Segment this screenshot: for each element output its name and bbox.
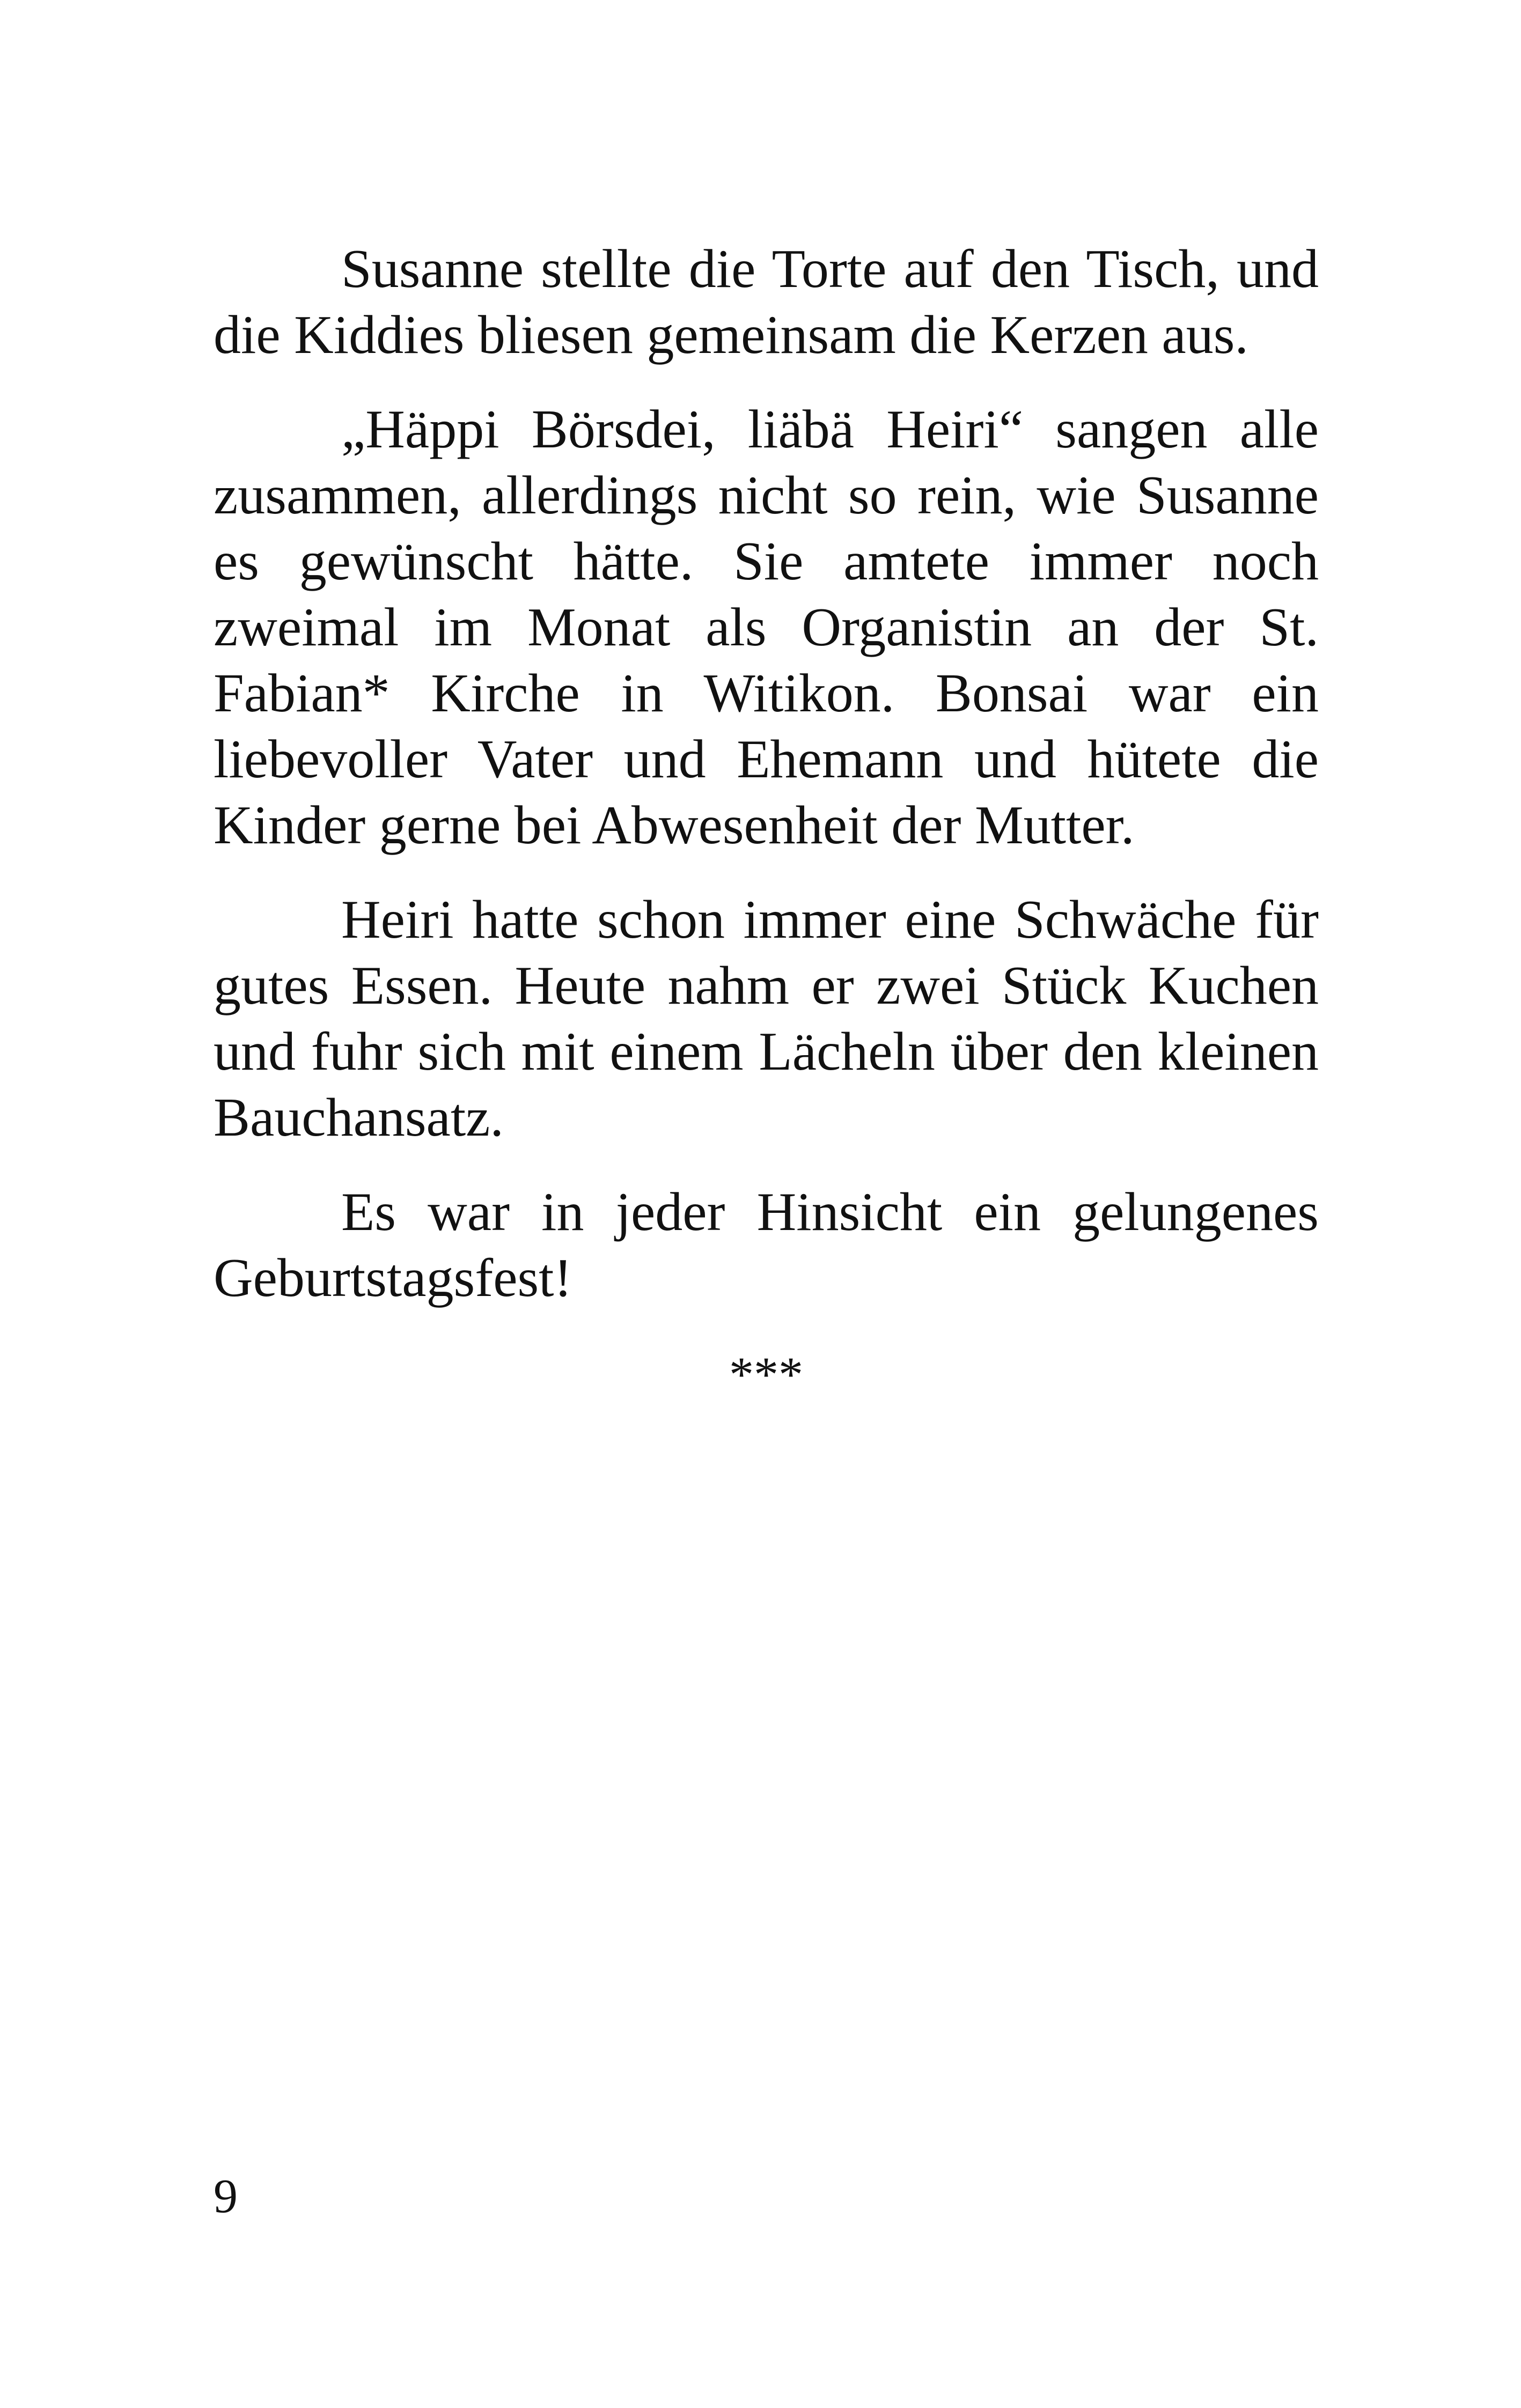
paragraph-2: „Häppi Börsdei, liäbä Heiri“ sangen alle zusammen, allerdings nicht so rein, wie Susanne es gewünscht hätte. Sie amtete immer noch zweimal im Monat als Organistin an der St. Fabian* Kirche in Witikon. Bonsai war ein liebevoller Vater und Ehemann und hütete die Kinder gerne bei Abwesenheit der Mutter. [214, 399, 1319, 856]
section-separator: *** [729, 1347, 803, 1402]
page-number: 9 [214, 2170, 238, 2223]
paragraph-1: Susanne stellte die Torte auf den Tisch, und die Kiddies bliesen gemeinsam die Kerzen aus. [214, 239, 1319, 365]
paragraph-4: Es war in jeder Hinsicht ein gelungenes Geburtstagsfest! [214, 1182, 1319, 1308]
body-text [214, 236, 1319, 1408]
paragraph-3: Heiri hatte schon immer eine Schwäche für gutes Essen. Heute nahm er zwei Stück Kuchen und fuhr sich mit einem Lächeln über den kleinen Bauchansatz. [214, 889, 1319, 1148]
